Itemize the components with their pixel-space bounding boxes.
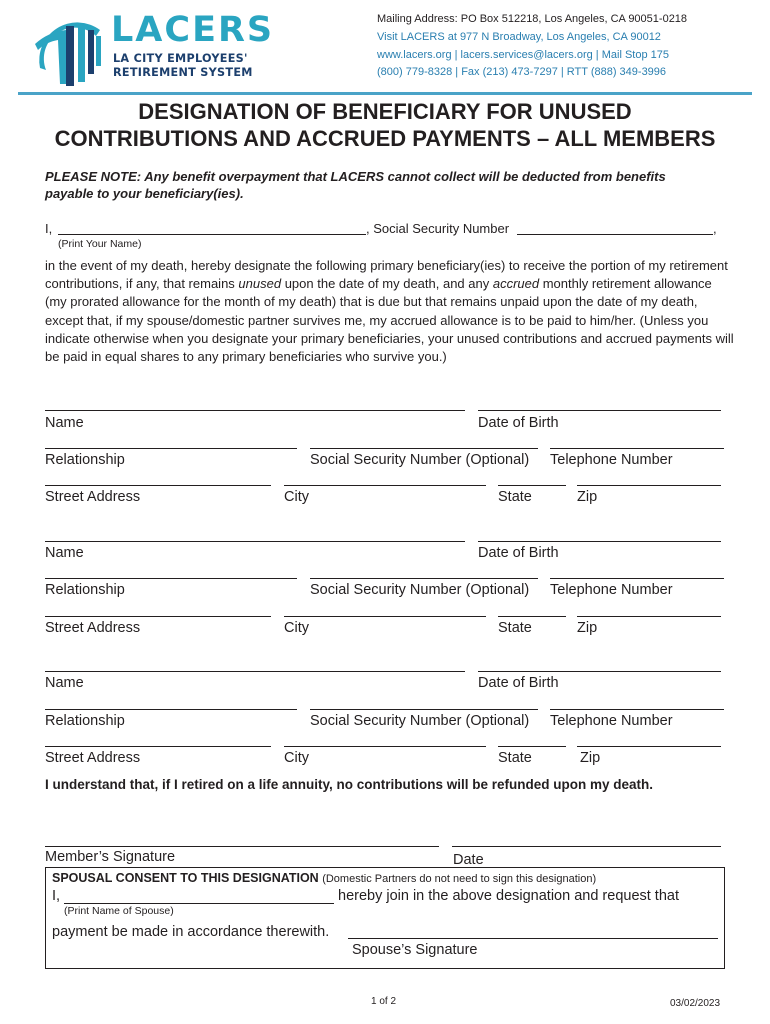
beneficiary3-ssn-field[interactable] <box>310 709 538 710</box>
web-contact[interactable]: www.lacers.org | lacers.services@lacers.org | Mail Stop 175 <box>377 49 669 61</box>
beneficiary1-city-label: City <box>284 489 309 505</box>
visit-address: Visit LACERS at 977 N Broadway, Los Angeles, CA 90012 <box>377 31 661 43</box>
beneficiary3-city-field[interactable] <box>284 746 486 747</box>
print-name-hint: (Print Your Name) <box>58 238 142 250</box>
beneficiary3-relationship-label: Relationship <box>45 713 125 729</box>
beneficiary1-state-label: State <box>498 489 532 505</box>
beneficiary1-phone-field[interactable] <box>550 448 724 449</box>
spouse-name-field[interactable] <box>64 903 334 904</box>
beneficiary2-name-label: Name <box>45 545 84 561</box>
spouse-signature-field[interactable] <box>348 938 718 939</box>
beneficiary3-phone-label: Telephone Number <box>550 713 673 729</box>
beneficiary3-ssn-label: Social Security Number (Optional) <box>310 713 530 729</box>
beneficiary1-dob-field[interactable] <box>478 410 721 411</box>
beneficiary2-state-label: State <box>498 620 532 636</box>
beneficiary1-name-field[interactable] <box>45 410 465 411</box>
beneficiary2-state-field[interactable] <box>498 616 566 617</box>
logo-wordmark: LACERS <box>111 10 275 50</box>
beneficiary3-relationship-field[interactable] <box>45 709 297 710</box>
beneficiary1-zip-label: Zip <box>577 489 598 505</box>
beneficiary1-ssn-label: Social Security Number (Optional) <box>310 452 530 468</box>
mailing-address: Mailing Address: PO Box 512218, Los Angeles, CA 90051-0218 <box>377 13 688 25</box>
member-ssn-field[interactable] <box>517 234 713 235</box>
beneficiary3-state-field[interactable] <box>498 746 566 747</box>
ssn-label: , Social Security Number <box>366 221 510 236</box>
member-signature-date-field[interactable] <box>452 846 721 847</box>
member-signature-field[interactable] <box>45 846 439 847</box>
beneficiary3-phone-field[interactable] <box>550 709 724 710</box>
beneficiary3-dob-label: Date of Birth <box>478 675 559 691</box>
beneficiary2-ssn-field[interactable] <box>310 578 538 579</box>
beneficiary2-phone-label: Telephone Number <box>550 582 673 598</box>
signature-date-label: Date <box>453 852 484 868</box>
spousal-i-prefix: I, <box>52 888 61 904</box>
spouse-signature-label: Spouse’s Signature <box>352 942 478 958</box>
beneficiary2-name-field[interactable] <box>45 541 465 542</box>
i-prefix: I, <box>45 221 53 236</box>
beneficiary2-dob-label: Date of Birth <box>478 545 559 561</box>
logo-mark-icon <box>30 10 110 86</box>
beneficiary2-zip-label: Zip <box>577 620 598 636</box>
spousal-join-text: hereby join in the above designation and request that <box>338 888 679 904</box>
please-note-line2: payable to your beneficiary(ies). <box>45 186 244 201</box>
beneficiary3-name-field[interactable] <box>45 671 465 672</box>
phone-contact: (800) 779-8328 | Fax (213) 473-7297 | RTT (888) 349-3996 <box>377 66 667 78</box>
page-number: 1 of 2 <box>371 996 397 1007</box>
beneficiary3-dob-field[interactable] <box>478 671 721 672</box>
beneficiary2-zip-field[interactable] <box>577 616 721 617</box>
beneficiary1-zip-field[interactable] <box>577 485 721 486</box>
beneficiary1-phone-label: Telephone Number <box>550 452 673 468</box>
spousal-payment-text: payment be made in accordance therewith. <box>52 924 330 940</box>
beneficiary3-street-label: Street Address <box>45 750 141 766</box>
beneficiary1-state-field[interactable] <box>498 485 566 486</box>
form-title-line1: DESIGNATION OF BENEFICIARY FOR UNUSED <box>138 99 632 124</box>
beneficiary3-state-label: State <box>498 750 532 766</box>
please-note-line1: PLEASE NOTE: Any benefit overpayment that LACERS cannot collect will be deducted from benefits <box>45 169 666 184</box>
revision-date: 03/02/2023 <box>670 998 721 1009</box>
logo-subtitle-2: RETIREMENT SYSTEM <box>113 66 253 79</box>
beneficiary3-city-label: City <box>284 750 309 766</box>
beneficiary2-dob-field[interactable] <box>478 541 721 542</box>
beneficiary3-name-label: Name <box>45 675 84 691</box>
beneficiary3-zip-field[interactable] <box>577 746 721 747</box>
print-spouse-hint: (Print Name of Spouse) <box>64 905 174 917</box>
beneficiary1-city-field[interactable] <box>284 485 486 486</box>
lacers-logo <box>30 10 110 86</box>
logo-subtitle-1: LA CITY EMPLOYEES' <box>113 52 248 65</box>
beneficiary1-street-field[interactable] <box>45 485 271 486</box>
beneficiary2-street-field[interactable] <box>45 616 271 617</box>
beneficiary2-relationship-label: Relationship <box>45 582 125 598</box>
beneficiary2-relationship-field[interactable] <box>45 578 297 579</box>
beneficiary1-relationship-label: Relationship <box>45 452 125 468</box>
form-title-line2: CONTRIBUTIONS AND ACCRUED PAYMENTS – ALL MEMBERS <box>54 126 716 151</box>
beneficiary2-city-field[interactable] <box>284 616 486 617</box>
beneficiary1-relationship-field[interactable] <box>45 448 297 449</box>
beneficiary1-ssn-field[interactable] <box>310 448 538 449</box>
beneficiary1-dob-label: Date of Birth <box>478 415 559 431</box>
beneficiary2-street-label: Street Address <box>45 620 141 636</box>
header-rule <box>18 92 752 95</box>
beneficiary3-street-field[interactable] <box>45 746 271 747</box>
member-signature-label: Member’s Signature <box>45 849 176 865</box>
beneficiary2-ssn-label: Social Security Number (Optional) <box>310 582 530 598</box>
beneficiary2-city-label: City <box>284 620 309 636</box>
life-annuity-statement: I understand that, if I retired on a life annuity, no contributions will be refunded upon my death. <box>45 777 654 792</box>
spousal-consent-heading: SPOUSAL CONSENT TO THIS DESIGNATION (Domestic Partners do not need to sign this designation) <box>52 871 597 885</box>
beneficiary3-zip-label: Zip <box>580 750 601 766</box>
beneficiary1-street-label: Street Address <box>45 489 141 505</box>
designation-paragraph: in the event of my death, hereby designate the following primary beneficiary(ies) to receive the portion of my retirement contributions, if any, that remains unused upon the date of my death, and any accrued monthly retirement allowance (my prorated allowance for the month of my death) that is due but that remains unpaid upon the date of my death, except that, if my spouse/domestic partner survives me, my accrued allowance is to be paid to him/her. (Unless you indicate otherwise when you designate your primary beneficiaries, your unused contributions and accrued payments will be paid in equal shares to any primary beneficiaries who survive you.) <box>45 258 734 365</box>
beneficiary1-name-label: Name <box>45 415 84 431</box>
ssn-comma: , <box>713 221 717 236</box>
beneficiary2-phone-field[interactable] <box>550 578 724 579</box>
member-name-field[interactable] <box>58 234 366 235</box>
